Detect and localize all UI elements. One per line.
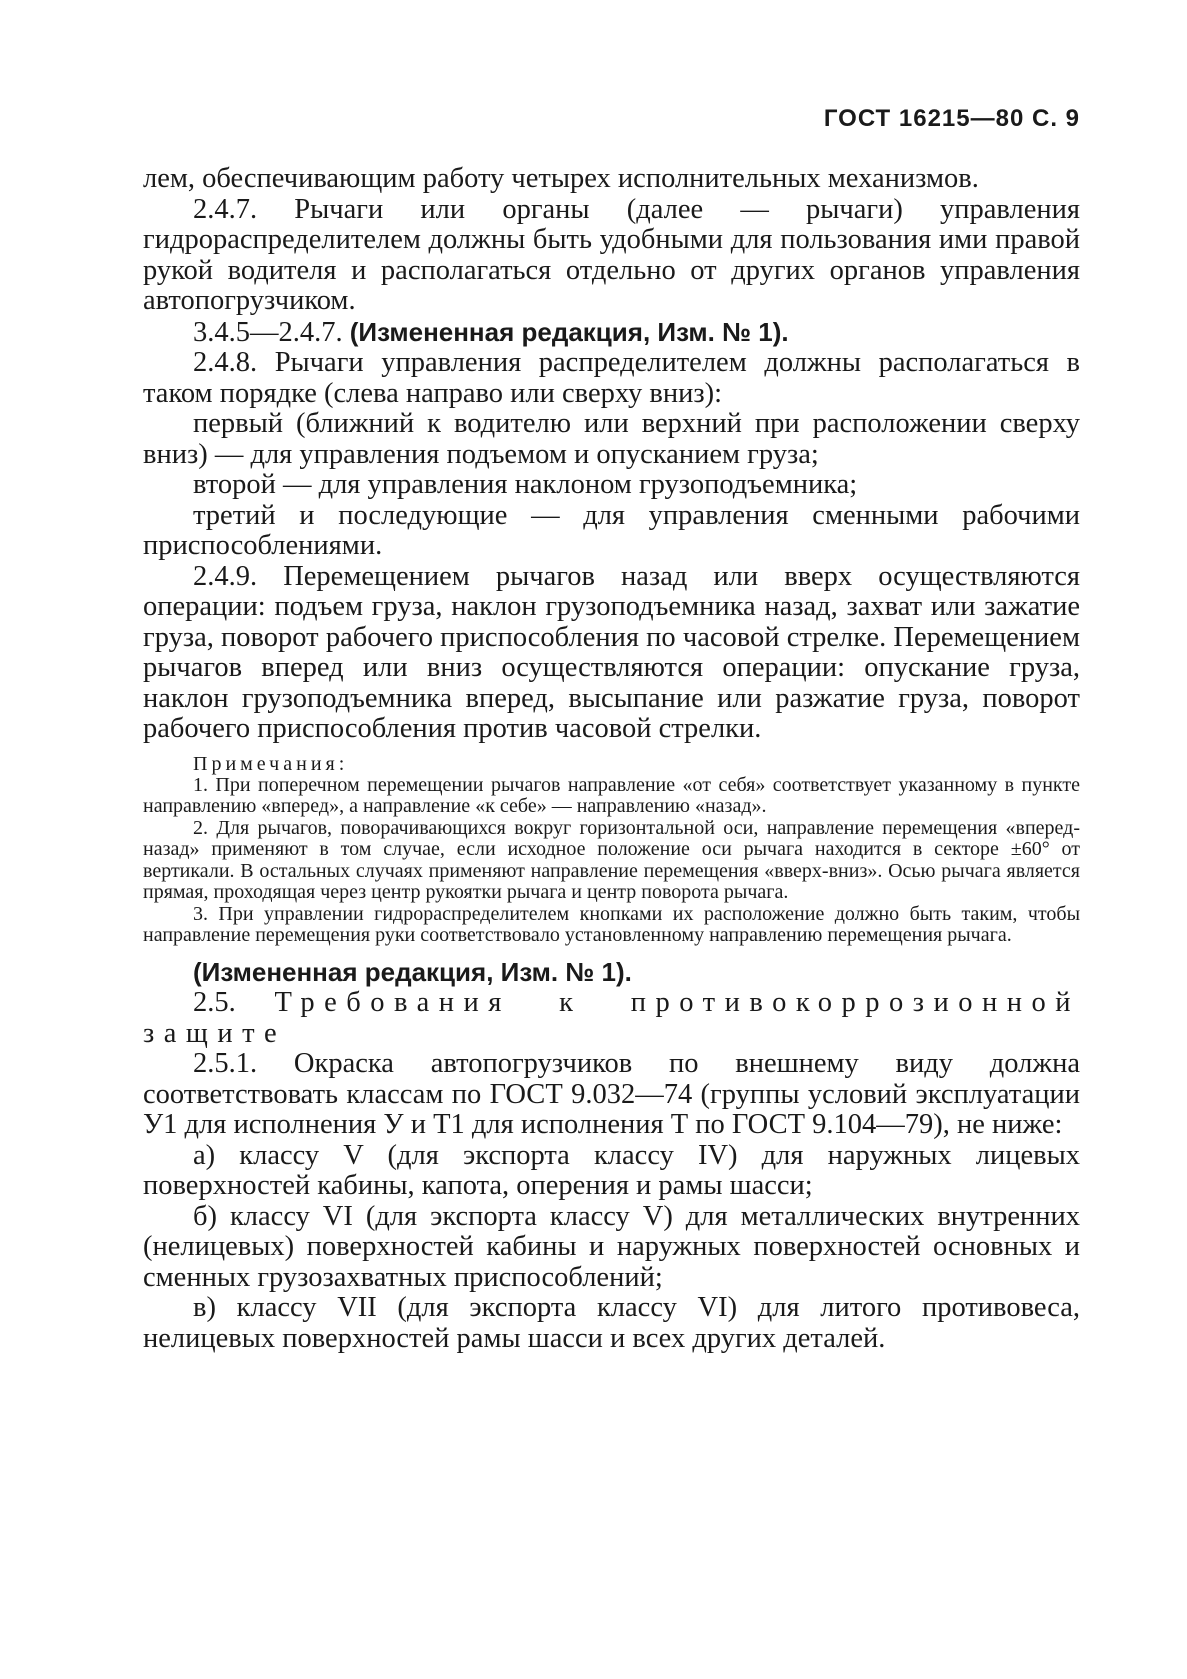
section-number: 2.5. xyxy=(193,987,275,1018)
list-item-first-lever: первый (ближний к водителю или верхний при расположении сверху вниз) — для управления подъемом и опусканием груза; xyxy=(143,408,1080,470)
list-item-v: в) классу VII (для экспорта классу VI) для литого противовеса, нелицевых поверхностей рамы шасси и всех других деталей. xyxy=(143,1292,1080,1354)
list-item-b: б) классу VI (для экспорта классу V) для металлических внутренних (нелицевых) поверхностей кабины и наружных поверхностей основных и сменных грузозахватных приспособлений; xyxy=(143,1200,1080,1293)
list-item-second-lever: второй — для управления наклоном грузоподъемника; xyxy=(193,469,858,500)
running-header: ГОСТ 16215—80 С. 9 xyxy=(823,105,1080,132)
amendment-note-1 xyxy=(143,317,1080,349)
section-title: Требования к противокоррозионной защите xyxy=(143,987,1080,1049)
list-item-third-lever: третий и последующие — для управления сменными рабочими приспособлениями. xyxy=(143,499,1080,561)
section-heading-2-5 xyxy=(143,988,1080,1049)
clause-2-4-7: 2.4.7. Рычаги или органы (далее — рычаги) управления гидрораспределителем должны быть удобными для пользования ими правой рукой водителя и располагаться отдельно от других органов управления автопогрузчиком. xyxy=(143,193,1080,316)
amendment-note-2 xyxy=(143,957,1080,989)
amendment-label: (Измененная редакция, Изм. № 1). xyxy=(349,316,789,347)
note-1: 1. При поперечном перемещении рычагов направление «от себя» соответствует указанному в пункте направлению «вперед», а направление «к себе» — направлению «назад». xyxy=(143,773,1080,817)
note-2: 2. Для рычагов, поворачивающихся вокруг горизонтальной оси, направление перемещения «вперед-назад» применяют в том случае, если исходное положение оси рычага находится в секторе ±60° от вертикали. В остальных случаях применяют направление перемещения «вверх-вниз». Осью рычага является прямая, проходящая через центр рукоятки рычага и центр поворота рычага. xyxy=(143,816,1080,903)
clause-range-ref: 3.4.5—2.4.7. xyxy=(193,316,350,348)
clause-2-4-8: 2.4.8. Рычаги управления распределителем должны располагаться в таком порядке (слева направо или сверху вниз): xyxy=(143,347,1080,409)
note-3: 3. При управлении гидрораспределителем кнопками их расположение должно быть таким, чтобы направление перемещения руки соответствовало установленному направлению перемещения рычага. xyxy=(143,902,1080,946)
list-item-a: а) классу V (для экспорта классу IV) для наружных лицевых поверхностей кабины, капота, оперения и рамы шасси; xyxy=(143,1139,1080,1201)
clause-2-5-1: 2.5.1. Окраска автопогрузчиков по внешнему виду должна соответствовать классам по ГОСТ 9.032—74 (группы условий эксплуатации У1 для исполнения У и Т1 для исполнения Т по ГОСТ 9.104—79), не ниже: xyxy=(143,1048,1080,1140)
paragraph-continuation: лем, обеспечивающим работу четырех исполнительных механизмов. xyxy=(143,163,979,194)
amendment-label: (Измененная редакция, Изм. № 1). xyxy=(193,956,632,987)
notes-block xyxy=(143,753,1080,947)
main-text xyxy=(143,164,1080,1354)
clause-2-4-9: 2.4.9. Перемещением рычагов назад или вверх осуществляются операции: подъем груза, наклон грузоподъемника назад, захват или зажатие груза, поворот рабочего приспособления по часовой стрелке. Перемещением рычагов вперед или вниз осуществляются операции: опускание груза, наклон грузоподъемника вперед, высыпание или разжатие груза, поворот рабочего приспособления против часовой стрелки. xyxy=(143,560,1080,744)
notes-title: Примечания: xyxy=(193,752,349,775)
